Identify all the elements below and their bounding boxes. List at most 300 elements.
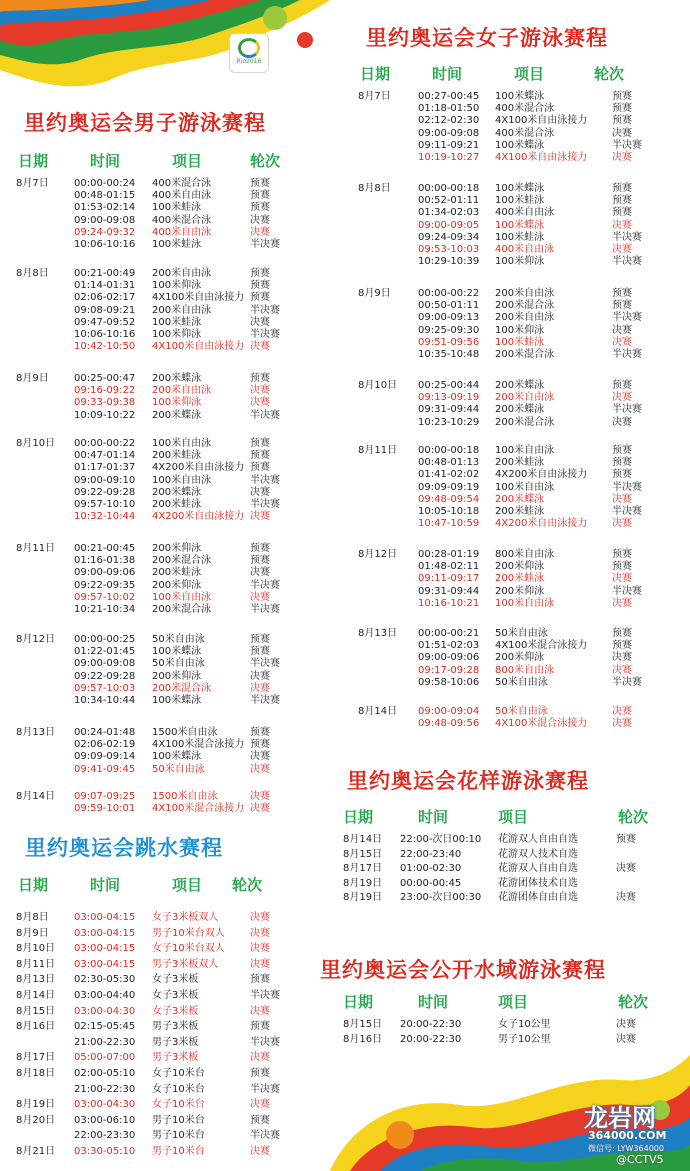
diving-row-round: 半决赛 bbox=[250, 1036, 280, 1048]
women-row-time: 09:25-09:30 bbox=[418, 324, 480, 336]
men-row-time: 10:21-10:34 bbox=[74, 604, 136, 615]
men-row-time: 00:00-00:24 bbox=[74, 178, 136, 189]
women-row-round: 决赛 bbox=[612, 706, 632, 717]
women-row-round: 决赛 bbox=[612, 518, 632, 530]
women-row-round: 决赛 bbox=[612, 664, 632, 676]
men-row-time: 01:53-02:14 bbox=[74, 202, 136, 214]
diving-row-round: 预赛 bbox=[250, 974, 270, 986]
women-row-round: 决赛 bbox=[612, 573, 632, 585]
diving-row-round: 决赛 bbox=[250, 1052, 270, 1064]
men-row-event: 200米混合泳 bbox=[152, 682, 212, 694]
men-row-round: 决赛 bbox=[250, 486, 270, 498]
women-row-round: 决赛 bbox=[612, 718, 632, 730]
women-row-time: 10:35-10:48 bbox=[418, 349, 480, 360]
women-row-event: 4X100米混合泳接力 bbox=[495, 718, 588, 730]
men-row-date: 8月10日 bbox=[16, 438, 56, 449]
synchro-row-date: 8月19日 bbox=[343, 877, 383, 889]
men-row-event: 100米蝶泳 bbox=[152, 751, 202, 763]
women-row-round: 预赛 bbox=[612, 469, 632, 481]
men-row-time: 02:06-02:17 bbox=[74, 292, 136, 304]
diving-row-time: 03:00-06:10 bbox=[74, 1114, 136, 1126]
women-row-round: 决赛 bbox=[612, 152, 632, 163]
women-row-event: 200米蝶泳 bbox=[495, 380, 545, 391]
men-row-event: 4X200米自由泳接力 bbox=[152, 462, 245, 474]
diving-row-date: 8月18日 bbox=[16, 1068, 56, 1079]
openwater-header-date: 日期 bbox=[343, 993, 374, 1011]
men-row-round: 半决赛 bbox=[250, 304, 280, 316]
diving-row-event: 女子10米台 bbox=[152, 1068, 205, 1079]
diving-row-round: 决赛 bbox=[250, 912, 270, 923]
women-row-round: 半决赛 bbox=[612, 349, 642, 360]
women-row-round: 预赛 bbox=[612, 457, 632, 469]
women-row-event: 4X100米自由泳接力 bbox=[495, 152, 588, 163]
men-row-event: 50米自由泳 bbox=[152, 658, 205, 670]
women-row-time: 09:11-09:17 bbox=[418, 573, 480, 585]
men-row-time: 09:33-09:38 bbox=[74, 397, 136, 409]
men-row-event: 100米自由泳 bbox=[152, 438, 212, 449]
women-row-round: 预赛 bbox=[612, 549, 632, 560]
openwater-header-event: 项目 bbox=[498, 993, 529, 1011]
men-row-date: 8月11日 bbox=[16, 543, 56, 554]
synchro-row-time: 22:00-23:40 bbox=[400, 848, 462, 860]
women-row-date: 8月10日 bbox=[358, 380, 398, 391]
synchro-row-time: 23:00-次日00:30 bbox=[400, 892, 482, 903]
men-row-event: 200米仰泳 bbox=[152, 543, 202, 554]
women-row-date: 8月13日 bbox=[358, 628, 398, 639]
women-row-round: 决赛 bbox=[612, 336, 632, 348]
men-row-round: 决赛 bbox=[250, 226, 270, 238]
diving-row-round: 预赛 bbox=[250, 1021, 270, 1033]
men-row-time: 01:14-01:31 bbox=[74, 280, 136, 292]
diving-row-date: 8月8日 bbox=[16, 912, 49, 923]
men-row-time: 09:09-09:14 bbox=[74, 751, 136, 763]
men-row-round: 预赛 bbox=[250, 555, 270, 567]
men-row-round: 决赛 bbox=[250, 670, 270, 682]
women-row-event: 400米混合泳 bbox=[495, 127, 555, 139]
men-row-time: 09:41-09:45 bbox=[74, 763, 136, 775]
men-row-event: 200米蛙泳 bbox=[152, 499, 202, 510]
women-row-round: 决赛 bbox=[612, 127, 632, 139]
men-row-time: 01:17-01:37 bbox=[74, 462, 136, 474]
men-row-round: 预赛 bbox=[250, 178, 270, 189]
synchro-row-time: 22:00-次日00:10 bbox=[400, 834, 482, 845]
men-row-time: 09:57-10:10 bbox=[74, 499, 136, 510]
diving-row-round: 决赛 bbox=[250, 1005, 270, 1017]
women-row-time: 00:50-01:11 bbox=[418, 300, 480, 312]
diving-row-round: 预赛 bbox=[250, 1068, 270, 1079]
men-row-time: 09:00-09:06 bbox=[74, 567, 136, 579]
men-row-time: 09:08-09:21 bbox=[74, 304, 136, 316]
men-row-round: 半决赛 bbox=[250, 329, 280, 340]
men-row-time: 10:09-10:22 bbox=[74, 409, 136, 421]
men-row-event: 200米自由泳 bbox=[152, 268, 212, 279]
women-row-round: 预赛 bbox=[612, 91, 632, 102]
women-row-event: 200米蛙泳 bbox=[495, 573, 545, 585]
women-row-time: 00:00-00:22 bbox=[418, 288, 480, 299]
synchro-row-round: 决赛 bbox=[616, 892, 636, 903]
diving-row-round: 决赛 bbox=[250, 958, 270, 970]
women-row-time: 01:41-02:02 bbox=[418, 469, 480, 481]
diving-row-round: 决赛 bbox=[250, 927, 270, 939]
men-row-time: 09:00-09:08 bbox=[74, 214, 136, 226]
synchro-row-time: 00:00-00:45 bbox=[400, 877, 462, 889]
women-row-time: 09:17-09:28 bbox=[418, 664, 480, 676]
women-row-time: 09:31-09:44 bbox=[418, 585, 480, 597]
diving-row-event: 男子3米板 bbox=[152, 1021, 199, 1033]
rio-logo-text: Rio2016 bbox=[236, 58, 262, 65]
diving-row-event: 女子3米板双人 bbox=[152, 912, 219, 923]
women-row-time: 01:51-02:03 bbox=[418, 640, 480, 652]
women-row-date: 8月9日 bbox=[358, 288, 391, 299]
diving-header-event: 项目 bbox=[172, 876, 203, 894]
men-row-round: 决赛 bbox=[250, 397, 270, 409]
synchro-header-event: 项目 bbox=[498, 808, 529, 826]
women-row-event: 400米自由泳 bbox=[495, 207, 555, 219]
women-row-round: 半决赛 bbox=[612, 404, 642, 416]
women-row-event: 100米自由泳 bbox=[495, 597, 555, 609]
diving-row-date: 8月9日 bbox=[16, 927, 49, 939]
women-swimming-title: 里约奥运会女子游泳赛程 bbox=[366, 26, 608, 50]
men-row-time: 00:24-01:48 bbox=[74, 727, 136, 738]
men-row-date: 8月13日 bbox=[16, 727, 56, 738]
diving-row-event: 男子10米台 bbox=[152, 1114, 205, 1126]
women-row-event: 50米自由泳 bbox=[495, 628, 548, 639]
men-row-event: 100米仰泳 bbox=[152, 280, 202, 292]
men-row-round: 预赛 bbox=[250, 268, 270, 279]
men-row-time: 09:57-10:02 bbox=[74, 591, 136, 603]
women-row-event: 400米自由泳 bbox=[495, 244, 555, 255]
women-row-time: 00:27-00:45 bbox=[418, 91, 480, 102]
synchro-header-time: 时间 bbox=[418, 808, 449, 826]
women-row-event: 200米自由泳 bbox=[495, 312, 555, 324]
synchro-row-event: 花游团体技术自选 bbox=[498, 877, 578, 889]
men-row-date: 8月8日 bbox=[16, 268, 49, 279]
women-row-date: 8月12日 bbox=[358, 549, 398, 560]
watermark-url: 364000.COM bbox=[588, 1129, 667, 1142]
diving-row-round: 预赛 bbox=[250, 1114, 270, 1126]
men-row-time: 09:00-09:10 bbox=[74, 474, 136, 486]
men-row-round: 预赛 bbox=[250, 543, 270, 554]
women-row-time: 01:34-02:03 bbox=[418, 207, 480, 219]
men-row-round: 预赛 bbox=[250, 646, 270, 658]
diving-row-date: 8月14日 bbox=[16, 990, 56, 1001]
men-row-time: 00:21-00:49 bbox=[74, 268, 136, 279]
women-row-round: 决赛 bbox=[612, 392, 632, 404]
men-row-round: 预赛 bbox=[250, 634, 270, 645]
women-row-round: 预赛 bbox=[612, 103, 632, 115]
women-row-event: 800米自由泳 bbox=[495, 549, 555, 560]
men-row-time: 00:00-00:25 bbox=[74, 634, 136, 645]
diving-row-time: 03:00-04:15 bbox=[74, 943, 136, 955]
women-row-event: 200米蛙泳 bbox=[495, 457, 545, 469]
openwater-row-event: 女子10公里 bbox=[498, 1019, 551, 1030]
men-row-event: 100米蛙泳 bbox=[152, 316, 202, 328]
men-row-round: 半决赛 bbox=[250, 474, 280, 486]
synchro-row-date: 8月17日 bbox=[343, 863, 383, 874]
diving-row-time: 03:00-04:15 bbox=[74, 958, 136, 970]
diving-row-time: 03:00-04:15 bbox=[74, 927, 136, 939]
women-row-time: 09:58-10:06 bbox=[418, 676, 480, 688]
men-row-round: 决赛 bbox=[250, 751, 270, 763]
men-row-event: 100米仰泳 bbox=[152, 329, 202, 340]
men-row-time: 09:24-09:32 bbox=[74, 226, 136, 238]
synchro-row-round: 预赛 bbox=[616, 834, 636, 845]
women-row-event: 100米自由泳 bbox=[495, 445, 555, 456]
women-row-event: 100米蛙泳 bbox=[495, 195, 545, 207]
diving-row-time: 03:00-04:30 bbox=[74, 1005, 136, 1017]
men-row-round: 预赛 bbox=[250, 727, 270, 738]
women-row-time: 09:00-09:04 bbox=[418, 706, 480, 717]
men-row-round: 预赛 bbox=[250, 450, 270, 462]
men-row-event: 50米自由泳 bbox=[152, 634, 205, 645]
men-header-round: 轮次 bbox=[250, 152, 281, 170]
women-row-event: 200米混合泳 bbox=[495, 300, 555, 312]
women-row-time: 00:00-00:21 bbox=[418, 628, 480, 639]
men-row-time: 09:16-09:22 bbox=[74, 385, 136, 397]
men-row-event: 200米仰泳 bbox=[152, 670, 202, 682]
women-row-time: 09:13-09:19 bbox=[418, 392, 480, 404]
men-header-event: 项目 bbox=[172, 152, 203, 170]
women-row-round: 半决赛 bbox=[612, 506, 642, 517]
men-row-event: 100米蛙泳 bbox=[152, 202, 202, 214]
men-row-date: 8月9日 bbox=[16, 373, 49, 384]
men-row-event: 50米自由泳 bbox=[152, 763, 205, 775]
diving-row-round: 半决赛 bbox=[250, 1083, 280, 1095]
diving-row-event: 女子10米台双人 bbox=[152, 943, 225, 955]
synchro-row-round: 决赛 bbox=[616, 863, 636, 874]
men-row-round: 决赛 bbox=[250, 682, 270, 694]
men-row-time: 00:47-01:14 bbox=[74, 450, 136, 462]
men-row-event: 100米蝶泳 bbox=[152, 646, 202, 658]
women-row-time: 10:05-10:18 bbox=[418, 506, 480, 517]
synchro-row-date: 8月14日 bbox=[343, 834, 383, 845]
men-row-event: 400米混合泳 bbox=[152, 178, 212, 189]
women-row-round: 半决赛 bbox=[612, 585, 642, 597]
women-row-time: 09:24-09:34 bbox=[418, 231, 480, 243]
men-row-time: 00:21-00:45 bbox=[74, 543, 136, 554]
women-row-time: 09:11-09:21 bbox=[418, 139, 480, 151]
women-row-round: 决赛 bbox=[612, 652, 632, 664]
diving-row-event: 女子10米台 bbox=[152, 1083, 205, 1095]
rio-logo bbox=[229, 33, 269, 73]
men-row-event: 200米仰泳 bbox=[152, 579, 202, 591]
men-row-event: 200米自由泳 bbox=[152, 304, 212, 316]
diving-header-time: 时间 bbox=[90, 876, 121, 894]
women-row-round: 预赛 bbox=[612, 640, 632, 652]
women-row-time: 00:25-00:44 bbox=[418, 380, 480, 391]
women-row-round: 决赛 bbox=[612, 219, 632, 231]
women-header-round: 轮次 bbox=[594, 65, 625, 83]
women-row-event: 100米仰泳 bbox=[495, 324, 545, 336]
men-row-event: 1500米自由泳 bbox=[152, 727, 218, 738]
women-row-round: 预赛 bbox=[612, 380, 632, 391]
women-row-round: 决赛 bbox=[612, 493, 632, 505]
men-row-event: 400米自由泳 bbox=[152, 190, 212, 202]
men-row-round: 半决赛 bbox=[250, 409, 280, 421]
men-row-time: 10:34-10:44 bbox=[74, 695, 136, 706]
women-row-time: 09:53-10:03 bbox=[418, 244, 480, 255]
men-row-time: 00:25-00:47 bbox=[74, 373, 136, 384]
women-header-event: 项目 bbox=[514, 65, 545, 83]
women-row-time: 09:00-09:06 bbox=[418, 652, 480, 664]
women-row-round: 预赛 bbox=[612, 628, 632, 639]
women-row-round: 预赛 bbox=[612, 195, 632, 207]
women-row-round: 预赛 bbox=[612, 561, 632, 573]
women-row-time: 09:48-09:54 bbox=[418, 493, 480, 505]
men-row-round: 决赛 bbox=[250, 591, 270, 603]
women-row-date: 8月7日 bbox=[358, 91, 391, 102]
diving-row-event: 男子10米台双人 bbox=[152, 927, 225, 939]
diving-row-time: 21:00-22:30 bbox=[74, 1083, 136, 1095]
diving-row-time: 03:00-04:15 bbox=[74, 912, 136, 923]
men-row-date: 8月12日 bbox=[16, 634, 56, 645]
men-row-date: 8月7日 bbox=[16, 178, 49, 189]
diving-header-date: 日期 bbox=[18, 876, 49, 894]
men-row-time: 09:57-10:03 bbox=[74, 682, 136, 694]
men-row-event: 400米混合泳 bbox=[152, 214, 212, 226]
women-row-event: 100米蝶泳 bbox=[495, 183, 545, 194]
diving-row-time: 03:00-04:40 bbox=[74, 990, 136, 1001]
women-row-event: 100米仰泳 bbox=[495, 256, 545, 268]
men-row-event: 4X100米自由泳接力 bbox=[152, 341, 245, 353]
men-row-event: 200米混合泳 bbox=[152, 604, 212, 615]
openwater-row-date: 8月15日 bbox=[343, 1019, 383, 1030]
women-row-time: 09:31-09:44 bbox=[418, 404, 480, 416]
women-row-round: 预赛 bbox=[612, 300, 632, 312]
men-row-event: 100米自由泳 bbox=[152, 591, 212, 603]
women-row-time: 10:23-10:29 bbox=[418, 416, 480, 428]
diving-row-event: 男子10米台 bbox=[152, 1146, 205, 1157]
diving-row-time: 05:00-07:00 bbox=[74, 1052, 136, 1064]
women-row-event: 100米蝶泳 bbox=[495, 139, 545, 151]
women-row-round: 预赛 bbox=[612, 183, 632, 194]
men-row-time: 09:00-09:08 bbox=[74, 658, 136, 670]
men-row-event: 200米蛙泳 bbox=[152, 567, 202, 579]
women-row-time: 09:00-09:08 bbox=[418, 127, 480, 139]
men-row-time: 09:22-09:28 bbox=[74, 670, 136, 682]
men-row-time: 09:59-10:01 bbox=[74, 803, 136, 815]
women-row-event: 200米仰泳 bbox=[495, 652, 545, 664]
diving-row-round: 决赛 bbox=[250, 1099, 270, 1111]
women-row-event: 400米混合泳 bbox=[495, 103, 555, 115]
diving-row-time: 02:30-05:30 bbox=[74, 974, 136, 986]
men-row-event: 4X100米混合泳接力 bbox=[152, 803, 245, 815]
diving-row-date: 8月10日 bbox=[16, 943, 56, 955]
women-row-time: 10:29-10:39 bbox=[418, 256, 480, 268]
men-row-time: 01:16-01:38 bbox=[74, 555, 136, 567]
watermark-wechat: 微信号: LYW364000 bbox=[588, 1144, 664, 1153]
diving-header-round: 轮次 bbox=[232, 876, 263, 894]
men-row-round: 决赛 bbox=[250, 385, 270, 397]
men-row-round: 半决赛 bbox=[250, 658, 280, 670]
women-row-event: 200米混合泳 bbox=[495, 349, 555, 360]
women-row-time: 02:12-02:30 bbox=[418, 115, 480, 127]
women-row-round: 半决赛 bbox=[612, 676, 642, 688]
synchro-row-event: 花游双人技术自选 bbox=[498, 848, 578, 860]
men-row-event: 200米蝶泳 bbox=[152, 486, 202, 498]
women-row-time: 10:16-10:21 bbox=[418, 597, 480, 609]
women-row-time: 09:51-09:56 bbox=[418, 336, 480, 348]
openwater-row-event: 男子10公里 bbox=[498, 1033, 551, 1045]
women-row-event: 200米自由泳 bbox=[495, 392, 555, 404]
women-row-event: 100米蛙泳 bbox=[495, 336, 545, 348]
openwater-title: 里约奥运会公开水域游泳赛程 bbox=[320, 958, 606, 982]
men-row-event: 200米蝶泳 bbox=[152, 373, 202, 384]
men-row-round: 半决赛 bbox=[250, 604, 280, 615]
men-row-event: 1500米自由泳 bbox=[152, 791, 218, 802]
men-header-date: 日期 bbox=[18, 152, 49, 170]
diving-row-time: 21:00-22:30 bbox=[74, 1036, 136, 1048]
women-row-time: 01:18-01:50 bbox=[418, 103, 480, 115]
diving-row-event: 男子3米板双人 bbox=[152, 958, 219, 970]
men-row-time: 09:07-09:25 bbox=[74, 791, 136, 802]
synchro-header-round: 轮次 bbox=[618, 808, 649, 826]
synchro-row-date: 8月15日 bbox=[343, 848, 383, 860]
diving-row-time: 03:00-04:30 bbox=[74, 1099, 136, 1111]
women-row-round: 半决赛 bbox=[612, 312, 642, 324]
men-row-round: 半决赛 bbox=[250, 579, 280, 591]
women-row-event: 4X100米混合泳接力 bbox=[495, 640, 588, 652]
women-row-date: 8月8日 bbox=[358, 183, 391, 194]
diving-row-event: 男子3米板 bbox=[152, 1036, 199, 1048]
diving-row-time: 22:00-23:30 bbox=[74, 1130, 136, 1142]
women-row-round: 预赛 bbox=[612, 445, 632, 456]
men-row-round: 预赛 bbox=[250, 373, 270, 384]
men-row-time: 10:32-10:44 bbox=[74, 511, 136, 523]
women-row-time: 10:19-10:27 bbox=[418, 152, 480, 163]
men-row-round: 预赛 bbox=[250, 190, 270, 202]
synchro-row-event: 花游团体自由自选 bbox=[498, 892, 578, 903]
women-row-time: 00:00-00:18 bbox=[418, 183, 480, 194]
men-row-round: 决赛 bbox=[250, 803, 270, 815]
men-row-event: 4X100米自由泳接力 bbox=[152, 292, 245, 304]
women-row-time: 00:28-01:19 bbox=[418, 549, 480, 560]
women-row-round: 预赛 bbox=[612, 288, 632, 299]
openwater-row-round: 决赛 bbox=[616, 1033, 636, 1045]
women-row-event: 100米蝶泳 bbox=[495, 91, 545, 102]
women-row-round: 半决赛 bbox=[612, 481, 642, 493]
men-row-time: 10:06-10:16 bbox=[74, 239, 136, 250]
women-row-time: 09:48-09:56 bbox=[418, 718, 480, 730]
men-row-event: 100米蛙泳 bbox=[152, 239, 202, 250]
synchro-row-time: 01:00-02:30 bbox=[400, 863, 462, 874]
women-row-round: 半决赛 bbox=[612, 231, 642, 243]
women-row-time: 09:09-09:19 bbox=[418, 481, 480, 493]
diving-row-round: 半决赛 bbox=[250, 1130, 280, 1142]
women-row-event: 100米自由泳 bbox=[495, 481, 555, 493]
openwater-row-time: 20:00-22:30 bbox=[400, 1033, 462, 1045]
women-row-round: 决赛 bbox=[612, 597, 632, 609]
men-row-round: 预赛 bbox=[250, 202, 270, 214]
men-row-round: 决赛 bbox=[250, 511, 270, 523]
men-row-round: 决赛 bbox=[250, 791, 270, 802]
diving-row-event: 女子10米台 bbox=[152, 1099, 205, 1111]
synchro-row-event: 花游双人自由自选 bbox=[498, 834, 578, 845]
women-row-time: 00:52-01:11 bbox=[418, 195, 480, 207]
women-row-time: 01:48-02:11 bbox=[418, 561, 480, 573]
men-row-time: 10:42-10:50 bbox=[74, 341, 136, 353]
synchro-row-date: 8月19日 bbox=[343, 892, 383, 903]
openwater-header-time: 时间 bbox=[418, 993, 449, 1011]
women-row-event: 800米自由泳 bbox=[495, 664, 555, 676]
diving-row-event: 女子3米板 bbox=[152, 1005, 199, 1017]
women-row-event: 200米仰泳 bbox=[495, 561, 545, 573]
men-row-time: 00:00-00:22 bbox=[74, 438, 136, 449]
women-row-round: 决赛 bbox=[612, 324, 632, 336]
men-row-round: 半决赛 bbox=[250, 499, 280, 510]
men-row-event: 200米混合泳 bbox=[152, 555, 212, 567]
men-row-time: 10:06-10:16 bbox=[74, 329, 136, 340]
